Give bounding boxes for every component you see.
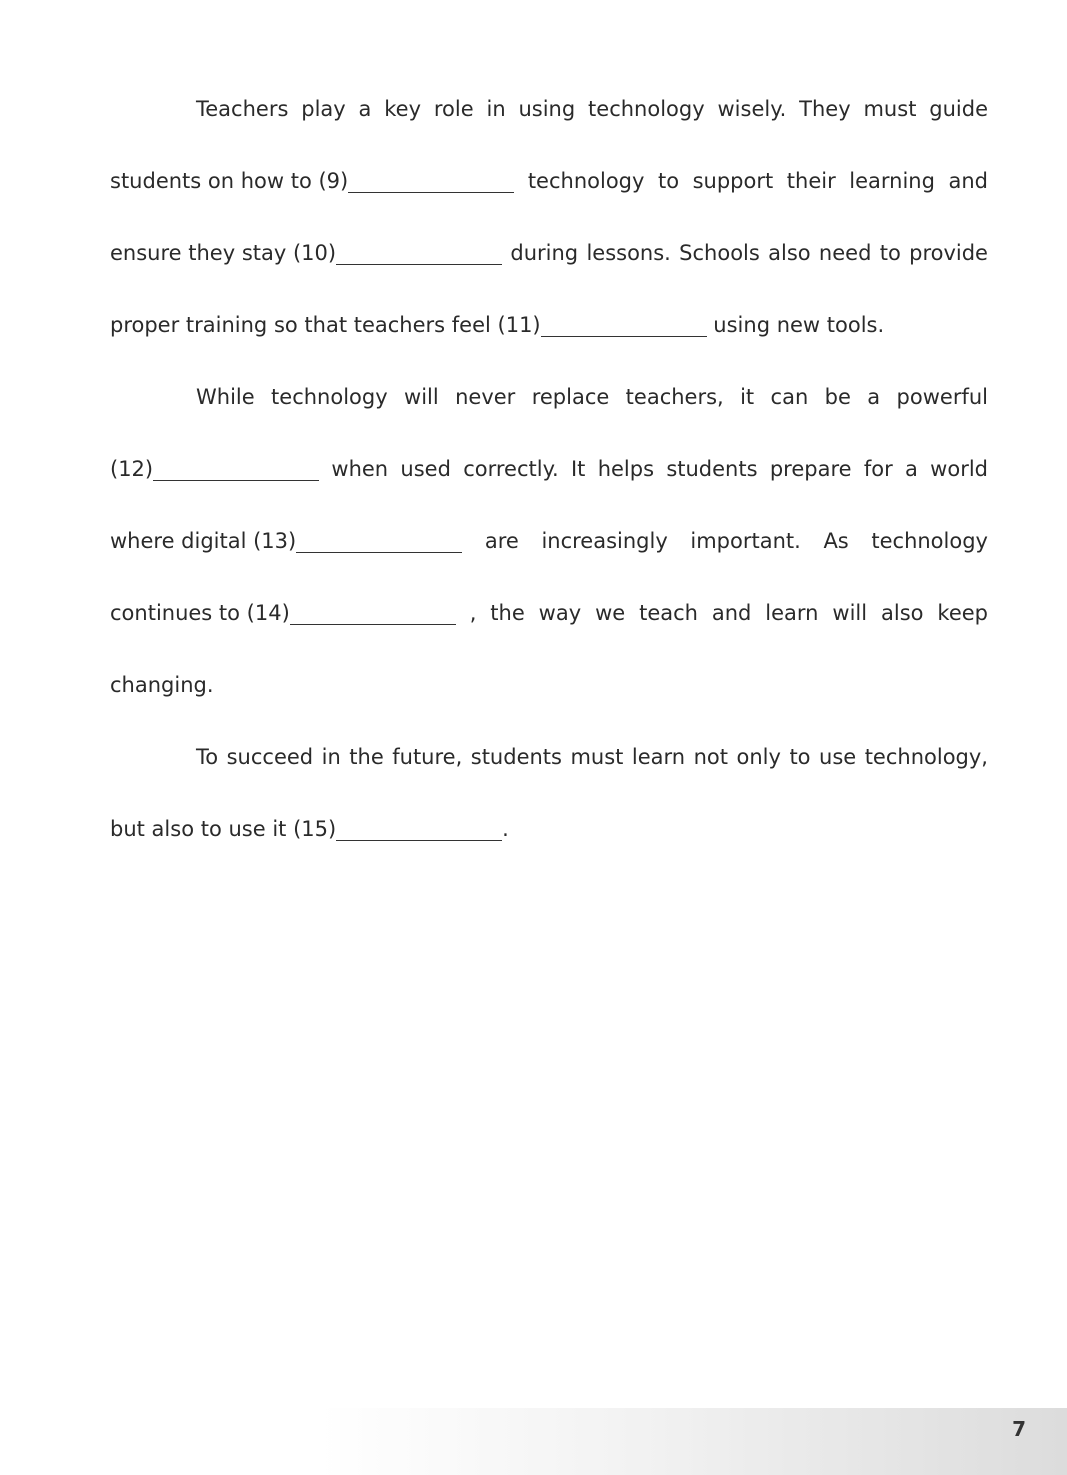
text: continues to (14) bbox=[110, 601, 290, 625]
text: are increasingly important. As technology bbox=[484, 529, 988, 553]
blank-15[interactable] bbox=[336, 818, 502, 841]
text: students on how to (9) bbox=[110, 169, 349, 193]
gap-10 bbox=[110, 217, 502, 289]
paragraph-2-line-2 bbox=[110, 433, 988, 505]
gap-11 bbox=[110, 289, 707, 361]
paragraph-1-line-1 bbox=[110, 73, 988, 145]
blank-12[interactable] bbox=[153, 458, 319, 481]
text: changing. bbox=[110, 673, 214, 697]
passage bbox=[110, 73, 988, 865]
page-number: 7 bbox=[1012, 1417, 1026, 1441]
paragraph-1-line-3 bbox=[110, 217, 988, 289]
paragraph-2-line-4 bbox=[110, 577, 988, 649]
blank-14[interactable] bbox=[290, 602, 456, 625]
footer-bar bbox=[0, 1408, 1067, 1475]
gap-14 bbox=[110, 577, 456, 649]
text: (12) bbox=[110, 457, 154, 481]
gap-13 bbox=[110, 505, 462, 577]
blank-13[interactable] bbox=[296, 530, 462, 553]
paragraph-3-line-1 bbox=[110, 721, 988, 793]
text: proper training so that teachers feel (11) bbox=[110, 313, 541, 337]
text: during lessons. Schools also need to provide bbox=[510, 241, 988, 265]
paragraph-2-line-1 bbox=[110, 361, 988, 433]
text: Teachers play a key role in using technology wisely. They must guide bbox=[196, 97, 988, 121]
paragraph-2-line-5 bbox=[110, 649, 988, 721]
gap-12 bbox=[110, 433, 319, 505]
text: using new tools. bbox=[706, 313, 885, 337]
blank-11[interactable] bbox=[541, 314, 707, 337]
paragraph-3-line-2 bbox=[110, 793, 988, 865]
text: ensure they stay (10) bbox=[110, 241, 337, 265]
text: when used correctly. It helps students prepare for a world bbox=[331, 457, 988, 481]
text: but also to use it (15) bbox=[110, 817, 337, 841]
paragraph-1-line-2 bbox=[110, 145, 988, 217]
text: While technology will never replace teachers, it can be a powerful bbox=[196, 385, 988, 409]
text: , the way we teach and learn will also keep bbox=[469, 601, 988, 625]
text: technology to support their learning and bbox=[527, 169, 988, 193]
blank-10[interactable] bbox=[336, 242, 502, 265]
paragraph-1-line-4 bbox=[110, 289, 988, 361]
gap-9 bbox=[110, 145, 514, 217]
paragraph-2-line-3 bbox=[110, 505, 988, 577]
gap-15 bbox=[110, 793, 502, 865]
text: To succeed in the future, students must learn not only to use technology, bbox=[196, 745, 988, 769]
text: where digital (13) bbox=[110, 529, 297, 553]
blank-9[interactable] bbox=[348, 170, 514, 193]
text: . bbox=[502, 817, 509, 841]
